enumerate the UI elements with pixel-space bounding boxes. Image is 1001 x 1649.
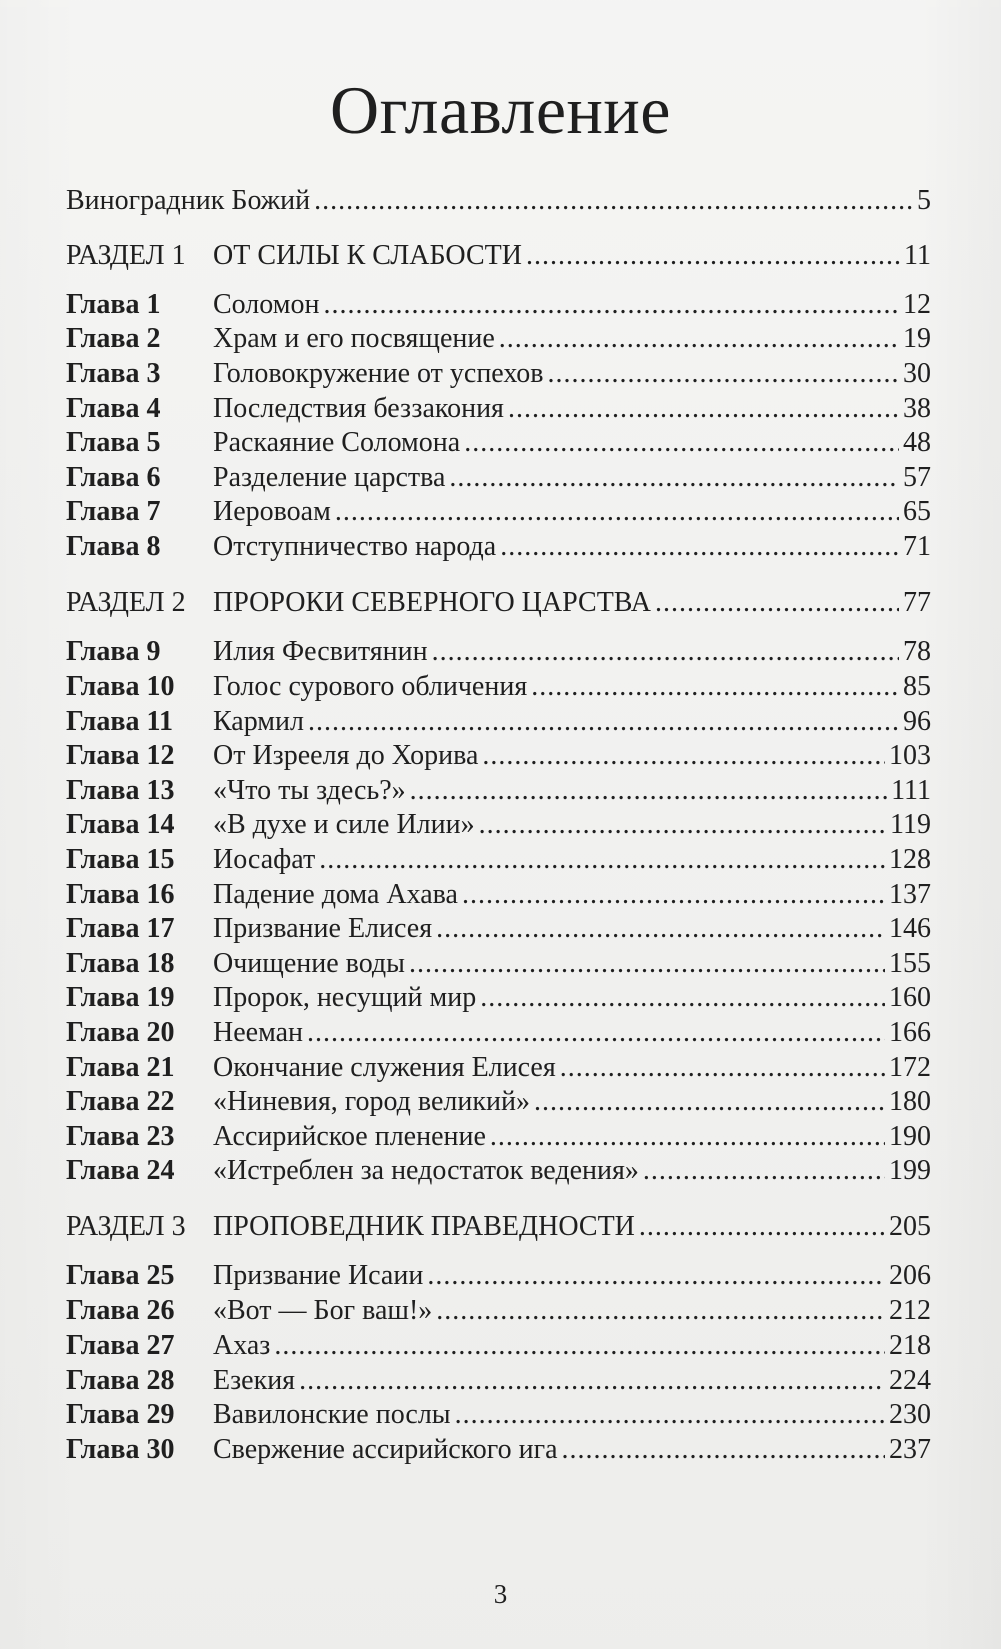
chapter-page-number: 190 [889,1121,931,1152]
dot-leader [531,669,899,705]
dot-leader [499,321,899,357]
chapter-row [66,634,931,670]
chapter-label: Глава 23 [66,1121,175,1152]
chapter-row [66,1015,931,1051]
chapter-title: Иеровоам [213,496,331,527]
toc-entry [213,704,931,740]
toc-entry [213,738,931,774]
chapter-title: Падение дома Ахава [213,879,458,910]
section-label: РАЗДЕЛ 3 [66,1211,186,1242]
chapter-label: Глава 20 [66,1017,175,1048]
toc-entry [213,911,931,947]
chapter-row [66,1119,931,1155]
dot-leader [482,738,885,774]
chapter-row [66,773,931,809]
toc-entry [213,807,931,843]
chapter-title: Ассирийское пленение [213,1121,486,1152]
section-title: ПРОПОВЕДНИК ПРАВЕДНОСТИ [213,1211,635,1242]
chapter-title: Храм и его посвящение [213,323,495,354]
chapter-label: Глава 22 [66,1086,175,1117]
chapter-row [66,1153,931,1189]
chapter-label: Глава 6 [66,462,161,493]
section-title: ПРОРОКИ СЕВЕРНОГО ЦАРСТВА [213,587,651,618]
chapter-page-number: 71 [903,531,931,562]
toc-entry [213,1397,931,1433]
chapter-label: Глава 29 [66,1399,175,1430]
page-number: 3 [493,1579,508,1609]
section-row [66,585,931,621]
chapter-label: Глава 26 [66,1295,175,1326]
chapter-page-number: 48 [903,427,931,458]
toc-entry [213,1050,931,1086]
toc-entry [213,1153,931,1189]
toc-entry [213,1084,931,1120]
dot-leader [323,287,899,323]
chapter-label: Глава 24 [66,1155,175,1186]
chapter-label: Глава 18 [66,948,175,979]
intro-title: Виноградник Божий [66,185,311,216]
chapter-label: Глава 10 [66,671,175,702]
section-label: РАЗДЕЛ 1 [66,240,186,271]
dot-leader [643,1153,885,1189]
chapter-title: Последствия беззакония [213,393,504,424]
section-title: ОТ СИЛЫ К СЛАБОСТИ [213,240,522,271]
chapter-row [66,425,931,461]
chapter-label: Глава 13 [66,775,175,806]
chapter-title: Окончание служения Елисея [213,1052,556,1083]
dot-leader [307,1015,885,1051]
chapter-row [66,391,931,427]
chapter-label: Глава 5 [66,427,161,458]
toc-entry [213,1119,931,1155]
chapter-row [66,287,931,323]
section-page-number: 77 [903,587,931,618]
toc-entry [213,946,931,982]
dot-leader [562,1432,886,1468]
chapter-label: Глава 14 [66,809,175,840]
chapter-page-number: 57 [903,462,931,493]
chapter-page-number: 111 [891,775,931,806]
chapter-row [66,494,931,530]
section-page-number: 11 [904,240,931,271]
toc-entry [66,183,931,219]
section-row [66,1209,931,1245]
chapter-page-number: 237 [889,1434,931,1465]
toc-entry [213,1209,931,1245]
dot-leader [480,980,885,1016]
dot-leader [314,183,913,219]
chapter-row [66,911,931,947]
chapter-row [66,1432,931,1468]
chapter-row [66,1258,931,1294]
chapter-page-number: 218 [889,1330,931,1361]
dot-leader [479,807,886,843]
toc-entry [213,287,931,323]
dot-leader [432,634,899,670]
chapter-title: Головокружение от успехов [213,358,544,389]
chapter-row [66,669,931,705]
chapter-row [66,980,931,1016]
chapter-row [66,877,931,913]
chapter-page-number: 78 [903,636,931,667]
chapter-page-number: 166 [889,1017,931,1048]
chapter-title: «В духе и силе Илии» [213,809,475,840]
toc-entry [213,238,931,274]
chapter-title: «Вот — Бог ваш!» [213,1295,433,1326]
chapter-row [66,738,931,774]
section-row [66,238,931,274]
toc-entry [213,980,931,1016]
dot-leader [335,494,899,530]
chapter-title: Очищение воды [213,948,405,979]
chapter-title: «Ниневия, город великий» [213,1086,530,1117]
chapter-title: Свержение ассирийского ига [213,1434,558,1465]
toc-entry [213,1363,931,1399]
toc-entry [213,669,931,705]
chapter-page-number: 160 [889,982,931,1013]
chapter-page-number: 119 [890,809,931,840]
chapter-title: От Изрееля до Хорива [213,740,479,771]
dot-leader [427,1258,885,1294]
chapter-label: Глава 17 [66,913,175,944]
chapter-label: Глава 28 [66,1365,175,1396]
toc-entry [213,1328,931,1364]
dot-leader [500,529,899,565]
chapter-title: Пророк, несущий мир [213,982,477,1013]
chapter-row [66,1397,931,1433]
chapter-page-number: 230 [889,1399,931,1430]
chapter-title: Вавилонские послы [213,1399,451,1430]
dot-leader [462,877,885,913]
chapter-title: Ахаз [213,1330,271,1361]
chapter-label: Глава 8 [66,531,161,562]
chapter-label: Глава 16 [66,879,175,910]
dot-leader [560,1050,885,1086]
chapter-page-number: 12 [903,289,931,320]
toc-entry [213,1015,931,1051]
chapter-row [66,356,931,392]
chapter-title: Езекия [213,1365,296,1396]
chapter-row [66,842,931,878]
dot-leader [409,946,885,982]
chapter-page-number: 199 [889,1155,931,1186]
chapter-page-number: 212 [889,1295,931,1326]
chapter-label: Глава 15 [66,844,175,875]
chapter-title: Нееман [213,1017,304,1048]
chapter-label: Глава 12 [66,740,175,771]
toc-entry [213,391,931,427]
chapter-label: Глава 7 [66,496,161,527]
chapter-page-number: 103 [889,740,931,771]
dot-leader [436,1293,885,1329]
chapter-label: Глава 19 [66,982,175,1013]
chapter-row [66,704,931,740]
chapter-title: Соломон [213,289,320,320]
dot-leader [655,585,899,621]
chapter-row [66,807,931,843]
chapter-label: Глава 27 [66,1330,175,1361]
chapter-page-number: 128 [889,844,931,875]
dot-leader [299,1363,885,1399]
toc-entry [213,460,931,496]
chapter-page-number: 180 [889,1086,931,1117]
dot-leader [508,391,899,427]
chapter-page-number: 224 [889,1365,931,1396]
chapter-title: Илия Фесвитянин [213,636,428,667]
dot-leader [526,238,900,274]
toc-entry [213,494,931,530]
toc-entry [213,1432,931,1468]
chapter-page-number: 172 [889,1052,931,1083]
dot-leader [464,425,899,461]
chapter-page-number: 19 [903,323,931,354]
chapter-row [66,321,931,357]
toc-entry [213,425,931,461]
chapter-title: Кармил [213,706,304,737]
dot-leader [410,773,887,809]
chapter-title: Разделение царства [213,462,446,493]
dot-leader [274,1328,885,1364]
section-label: РАЗДЕЛ 2 [66,587,186,618]
dot-leader [639,1209,885,1245]
chapter-page-number: 206 [889,1260,931,1291]
toc-entry [213,321,931,357]
toc-entry [213,842,931,878]
chapter-label: Глава 11 [66,706,173,737]
chapter-title: Голос сурового обличения [213,671,528,702]
toc-intro-row [66,183,931,219]
dot-leader [319,842,885,878]
chapter-row [66,1084,931,1120]
toc-entry [213,877,931,913]
chapter-row [66,1328,931,1364]
chapter-title: Раскаяние Соломона [213,427,461,458]
chapter-row [66,1293,931,1329]
dot-leader [455,1397,885,1433]
dot-leader [548,356,899,392]
chapter-title: Призвание Елисея [213,913,433,944]
chapter-row [66,1363,931,1399]
toc-entry [213,585,931,621]
chapter-label: Глава 1 [66,289,161,320]
toc-entry [213,529,931,565]
dot-leader [534,1084,885,1120]
chapter-page-number: 38 [903,393,931,424]
toc-entry [213,356,931,392]
dot-leader [436,911,885,947]
toc-entry [213,773,931,809]
chapter-page-number: 155 [889,948,931,979]
chapter-row [66,529,931,565]
chapter-page-number: 137 [889,879,931,910]
page-title: Оглавление [330,72,671,148]
chapter-row [66,1050,931,1086]
toc-entry [213,1258,931,1294]
chapter-title: Отступничество народа [213,531,497,562]
toc-entry [213,1293,931,1329]
chapter-page-number: 96 [903,706,931,737]
chapter-title: Призвание Исаии [213,1260,424,1291]
chapter-label: Глава 2 [66,323,161,354]
chapter-label: Глава 25 [66,1260,175,1291]
dot-leader [308,704,899,740]
dot-leader [490,1119,885,1155]
dot-leader [449,460,899,496]
section-page-number: 205 [889,1211,931,1242]
chapter-title: «Что ты здесь?» [213,775,406,806]
toc-entry [213,634,931,670]
chapter-label: Глава 21 [66,1052,175,1083]
chapter-page-number: 65 [903,496,931,527]
chapter-page-number: 30 [903,358,931,389]
chapter-title: «Истреблен за недостаток ведения» [213,1155,639,1186]
chapter-page-number: 85 [903,671,931,702]
chapter-label: Глава 30 [66,1434,175,1465]
chapter-page-number: 146 [889,913,931,944]
chapter-label: Глава 3 [66,358,161,389]
chapter-title: Иосафат [213,844,316,875]
chapter-label: Глава 4 [66,393,161,424]
chapter-label: Глава 9 [66,636,161,667]
intro-page-number: 5 [917,185,931,216]
chapter-row [66,946,931,982]
chapter-row [66,460,931,496]
